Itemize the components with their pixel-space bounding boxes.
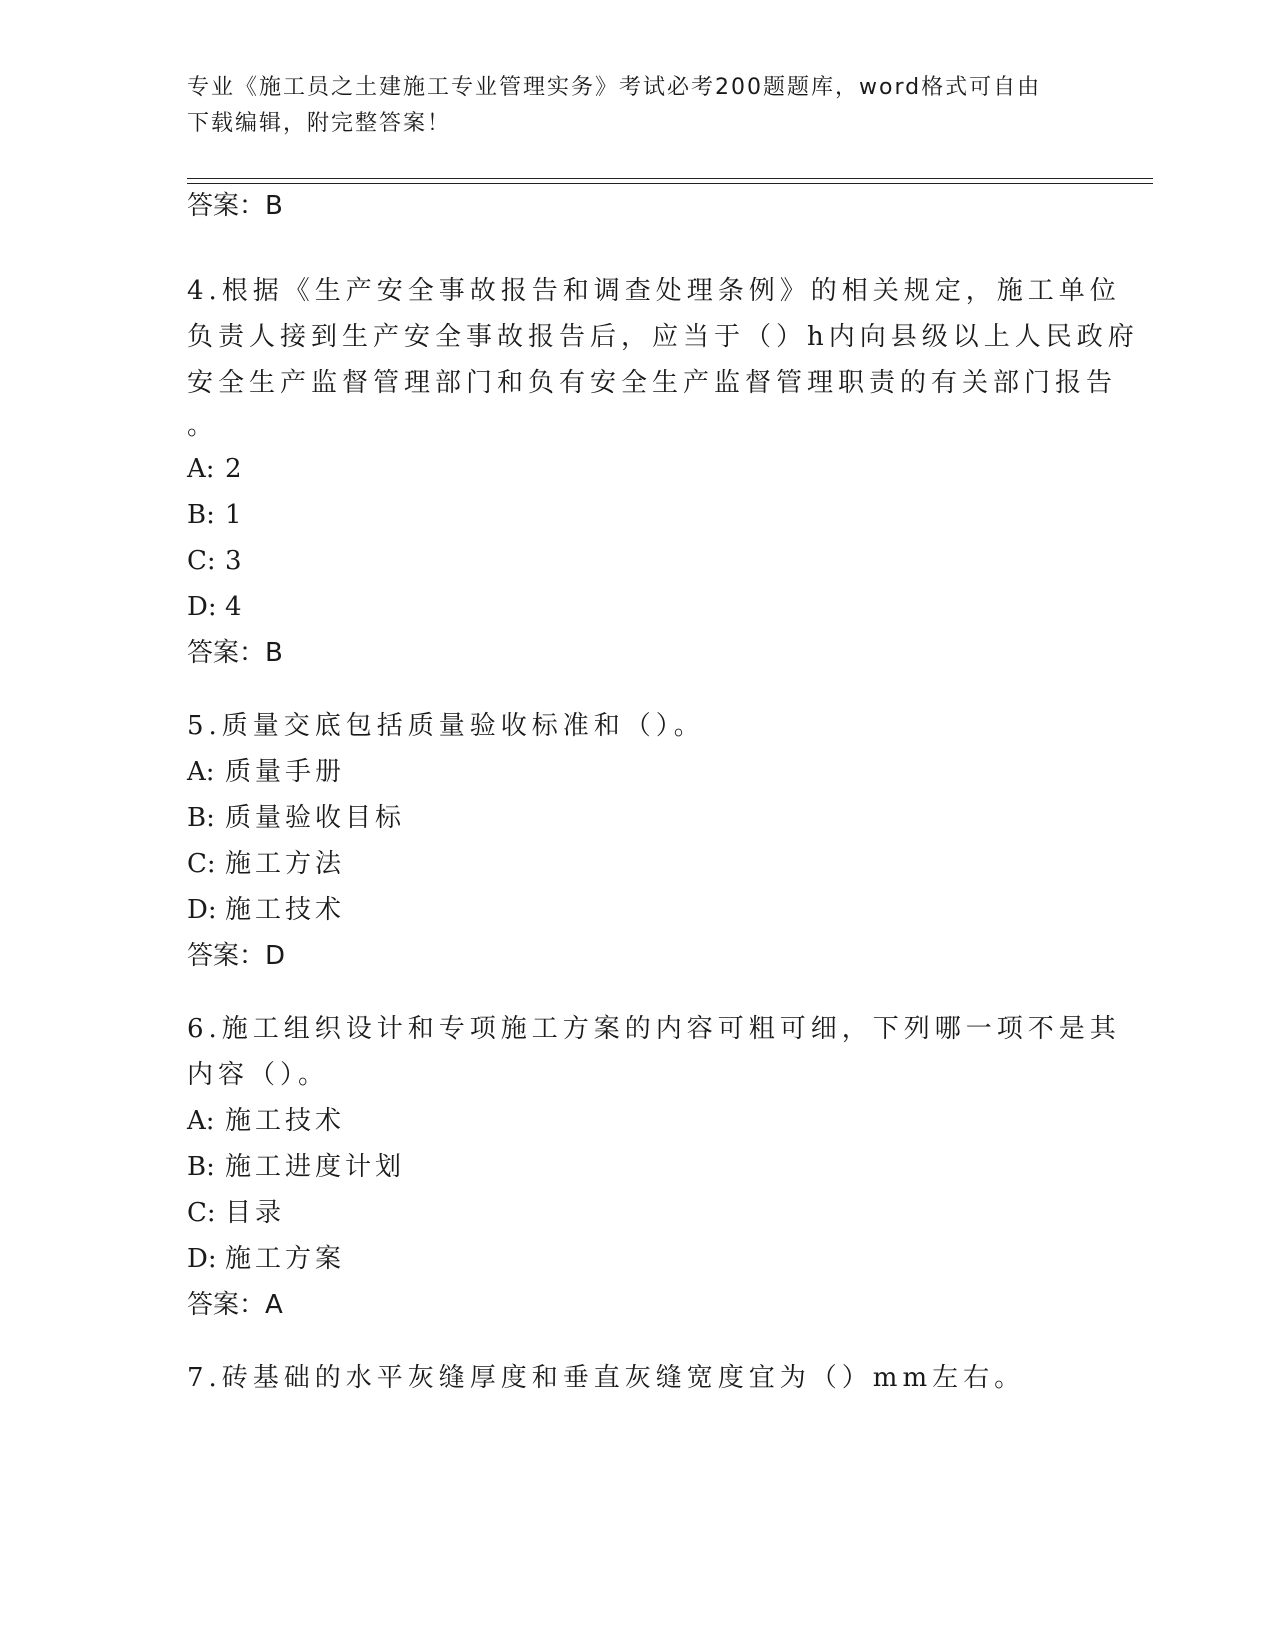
question-text-line: 内容（）。 [187, 1060, 330, 1090]
header-line-2: 下载编辑，附完整答案！ [187, 111, 452, 136]
option-b [187, 795, 1087, 841]
question-4 [187, 268, 1139, 676]
option-text: 施工技术 [225, 1106, 346, 1136]
option-text: 施工方案 [225, 1244, 346, 1274]
option-b [187, 492, 1087, 538]
option-text: 目录 [225, 1198, 286, 1228]
document-header [187, 70, 1067, 142]
option-letter: D: [187, 1244, 217, 1274]
option-letter: C: [187, 1198, 216, 1228]
option-letter: B: [187, 500, 215, 530]
option-text: 施工进度计划 [225, 1152, 406, 1182]
option-text: 4 [225, 592, 246, 622]
option-d [187, 887, 1087, 933]
option-letter: A: [187, 1106, 215, 1136]
question-text-line: 4.根据《生产安全事故报告和调查处理条例》的相关规定，施工单位 [187, 276, 1121, 306]
option-letter: A: [187, 454, 215, 484]
option-text: 质量手册 [225, 757, 346, 787]
question-text-line: 安全生产监督管理部门和负有安全生产监督管理职责的有关部门报告 [187, 368, 1118, 398]
previous-answer [187, 183, 1087, 229]
option-text: 质量验收目标 [225, 803, 406, 833]
question-text-line: 5.质量交底包括质量验收标准和（）。 [187, 711, 705, 741]
question-text-line: 负责人接到生产安全事故报告后，应当于（）h内向县级以上人民政府 [187, 322, 1139, 352]
option-c [187, 538, 1087, 584]
answer-label: 答案：B [187, 638, 283, 668]
option-b [187, 1144, 1087, 1190]
option-text: 3 [225, 546, 246, 576]
header-divider-top [187, 178, 1153, 179]
option-letter: D: [187, 592, 217, 622]
option-letter: A: [187, 757, 215, 787]
option-letter: C: [187, 849, 216, 879]
option-text: 1 [225, 500, 246, 530]
option-c [187, 1190, 1087, 1236]
option-letter: D: [187, 895, 217, 925]
question-7 [187, 1355, 1087, 1401]
question-6 [187, 1006, 1121, 1328]
option-a [187, 446, 1087, 492]
answer-label: 答案：D [187, 941, 286, 971]
question-text-line: 6.施工组织设计和专项施工方案的内容可粗可细，下列哪一项不是其 [187, 1014, 1121, 1044]
option-a [187, 749, 1087, 795]
answer-label: 答案：A [187, 1290, 283, 1320]
option-letter: B: [187, 1152, 215, 1182]
option-d [187, 584, 1087, 630]
option-d [187, 1236, 1087, 1282]
option-letter: B: [187, 803, 215, 833]
answer-label: 答案：B [187, 191, 283, 221]
option-text: 施工技术 [225, 895, 346, 925]
question-text-line: 7.砖基础的水平灰缝厚度和垂直灰缝宽度宜为（）mm左右。 [187, 1363, 1026, 1393]
option-c [187, 841, 1087, 887]
question-5 [187, 703, 1087, 979]
option-text: 施工方法 [225, 849, 346, 879]
header-line-1: 专业《施工员之土建施工专业管理实务》考试必考200题题库，word格式可自由 [187, 75, 1042, 100]
option-letter: C: [187, 546, 216, 576]
option-a [187, 1098, 1087, 1144]
question-text-line: 。 [187, 411, 219, 441]
option-text: 2 [225, 454, 246, 484]
